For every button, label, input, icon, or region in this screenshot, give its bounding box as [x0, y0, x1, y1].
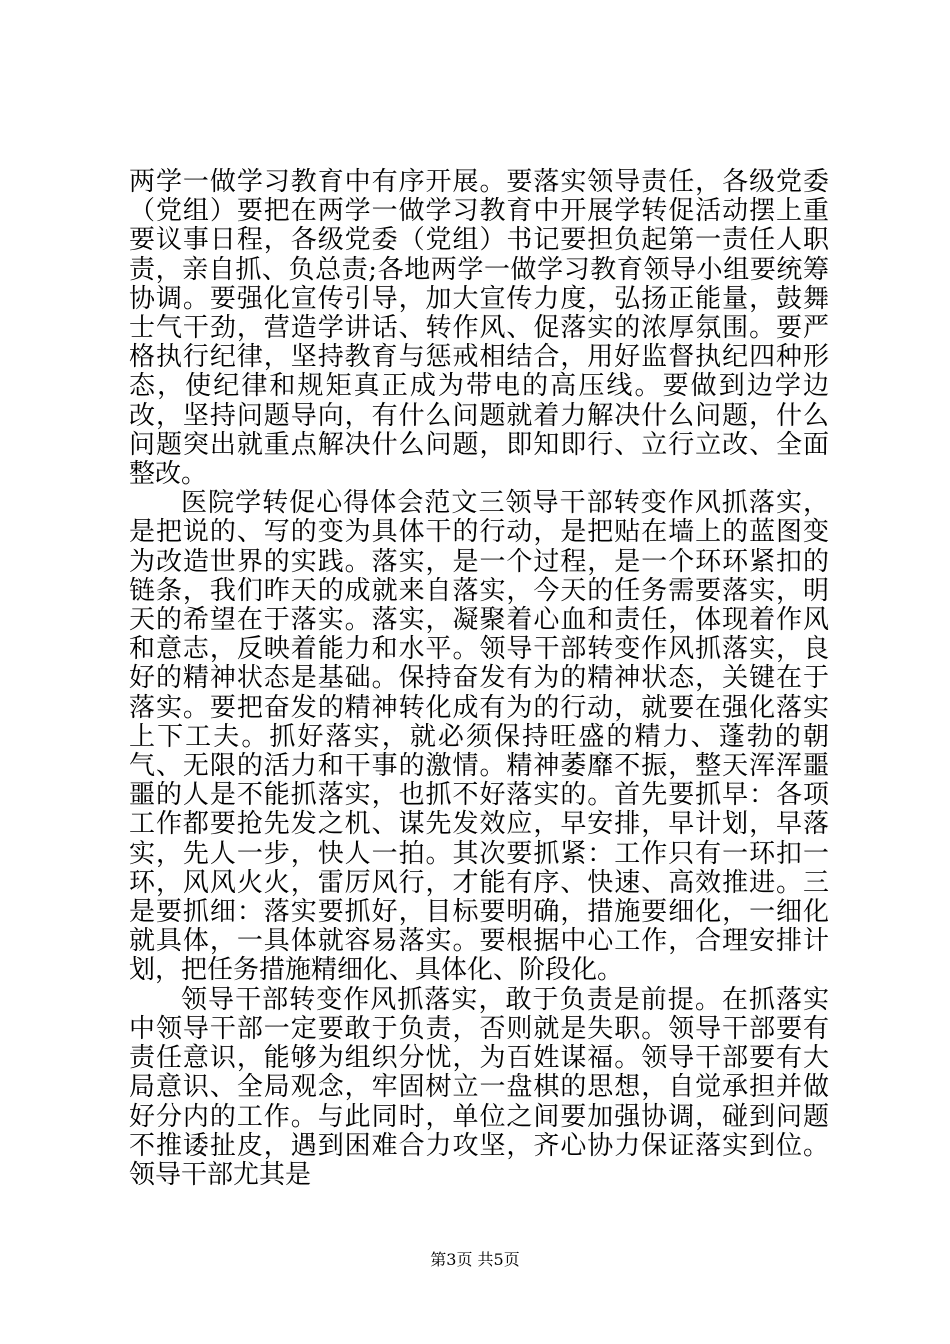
paragraph-3: 领导干部转变作风抓落实，敢于负责是前提。在抓落实中领导干部一定要敢于负责，否则就是失职。领导干部要有责任意识，能够为组织分忧，为百姓谋福。领导干部要有大局意识、全局观念，牢固树立一盘棋的思想，自觉承担并做好分内的工作。与此同时，单位之间要加强协调，碰到问题不推诿扯皮，遇到困难合力攻坚，齐心协力保证落实到位。领导干部尤其是 — [129, 984, 829, 1190]
paragraph-2: 医院学转促心得体会范文三领导干部转变作风抓落实，是把说的、写的变为具体干的行动，是把贴在墙上的蓝图变为改造世界的实践。落实，是一个过程，是一个环环紧扣的链条，我们昨天的成就来自落实，今天的任务需要落实，明天的希望在于落实。落实，凝聚着心血和责任，体现着作风和意志，反映着能力和水平。领导干部转变作风抓落实，良好的精神状态是基础。保持奋发有为的精神状态，关键在于落实。要把奋发的精神转化成有为的行动，就要在强化落实上下工夫。抓好落实，就必须保持旺盛的精力、蓬勃的朝气、无限的活力和干事的激情。精神萎靡不振，整天浑浑噩噩的人是不能抓落实，也抓不好落实的。首先要抓早：各项工作都要抢先发之机、谋先发效应，早安排，早计划，早落实，先人一步，快人一拍。其次要抓紧：工作只有一环扣一环，风风火火，雷厉风行，才能有序、快速、高效推进。三是要抓细：落实要抓好，目标要明确，措施要细化，一细化就具体，一具体就容易落实。要根据中心工作，合理安排计划，把任务措施精细化、具体化、阶段化。 — [129, 488, 829, 986]
page-footer: 第3页 共5页 — [430, 1250, 520, 1269]
paragraph-1: 两学一做学习教育中有序开展。要落实领导责任，各级党委（党组）要把在两学一做学习教育中开展学转促活动摆上重要议事日程，各级党委（党组）书记要担负起第一责任人职责，亲自抓、负总责;各地两学一做学习教育领导小组要统筹协调。要强化宣传引导，加大宣传力度，弘扬正能量，鼓舞士气干劲，营造学讲话、转作风、促落实的浓厚氛围。要严格执行纪律，坚持教育与惩戒相结合，用好监督执纪四种形态，使纪律和规矩真正成为带电的高压线。要做到边学边改，坚持问题导向，有什么问题就着力解决什么问题，什么问题突出就重点解决什么问题，即知即行、立行立改、全面整改。 — [129, 167, 829, 490]
document-body — [129, 168, 829, 1190]
